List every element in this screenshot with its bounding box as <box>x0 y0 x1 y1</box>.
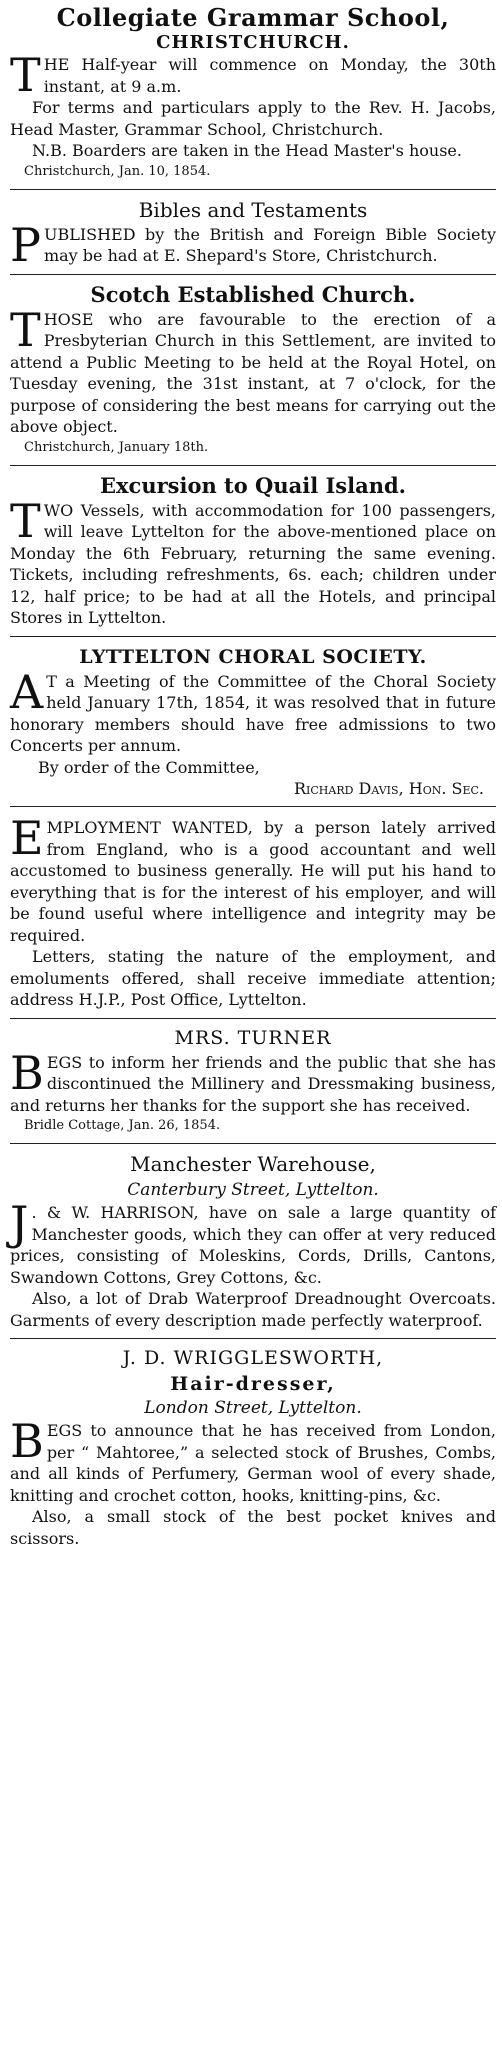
ad-dateline: Christchurch, January 18th. <box>24 439 209 455</box>
ad-address: London Street, Lyttelton. <box>144 1398 362 1418</box>
ad-excursion <box>10 470 496 633</box>
drop-cap: B <box>10 1045 44 1100</box>
ad-choral-society <box>10 641 496 804</box>
ad-address: Canterbury Street, Lyttelton. <box>127 1180 379 1200</box>
ad-body <box>10 811 496 946</box>
divider <box>10 806 496 807</box>
ad-body <box>10 664 496 757</box>
ad-body-text: EGS to inform her friends and the public that she has discontinued the Millinery and Dressmaking business, and returns her thanks for the support she has received. <box>10 1052 496 1115</box>
ad-body-text: . & W. HARRISON, have on sale a large quantity of Manchester goods, which they can offer at very reduced prices, consisting of Moleskins, Cords, Drills, Cantons, Swandown Cottons, Grey Cottons, &c. <box>10 1203 496 1287</box>
ad-body-text: T a Meeting of the Committee of the Choral Society held January 17th, 1854, it was resolved that in future honorary members should have free admissions to two Concerts per annum. <box>10 671 496 755</box>
ad-body-text: UBLISHED by the British and Foreign Bible Society may be had at E. Shepard's Store, Christchurch. <box>43 224 496 265</box>
divider <box>10 636 496 637</box>
ad-title: LYTTELTON CHORAL SOCIETY. <box>79 645 427 668</box>
ad-title: Manchester Warehouse, <box>130 1152 376 1176</box>
ad-body <box>10 493 496 629</box>
ad-body <box>10 217 496 272</box>
ad-title: Collegiate Grammar School, <box>56 3 450 32</box>
ad-employment-wanted <box>10 811 496 1015</box>
ad-subtitle: CHRISTCHURCH. <box>156 32 350 53</box>
drop-cap: T <box>10 493 41 548</box>
ad-scotch-church <box>10 279 496 462</box>
ad-title: MRS. TURNER <box>174 1026 332 1049</box>
ad-body <box>10 1045 496 1117</box>
ad-by-order: By order of the Committee, <box>38 757 260 777</box>
ad-body-text: WO Vessels, with accommodation for 100 passengers, will leave Lyttelton for the above-mentioned place on Monday the 6th February, returning the same evening. Tickets, including refreshments, 6s. each; children under 12, half price; to be had at all the Hotels, and principal Stores in Lyttelton. <box>10 500 496 627</box>
ad-bibles <box>10 194 496 271</box>
ad-body <box>10 1414 496 1506</box>
ad-title: Scotch Established Church. <box>90 281 416 307</box>
drop-cap: A <box>10 664 44 719</box>
divider <box>10 465 496 466</box>
ad-body-text: HOSE who are favourable to the erection of a Presbyterian Church in this Settlement, are invited to attend a Public Meeting to be held at the Royal Hotel, on Tuesday evening, the 31st instant, at 7 o'clock, for the purpose of considering the best means for carrying out the above object. <box>10 309 496 436</box>
ad-body-text: HE Half-year will commence on Monday, the 30th instant, at 9 a.m. <box>43 55 496 96</box>
ad-title: J. D. WRIGGLESWORTH, <box>122 1347 384 1369</box>
ad-grammar-school <box>10 0 496 186</box>
divider <box>10 1143 496 1144</box>
ad-body-text: EGS to announce that he has received from London, per “ Mahtoree,” a selected stock of Brushes, Combs, and all kinds of Perfumery, German wool of every shade, knitting and crochet cotton, hooks, knitting-pins, &c. <box>10 1421 496 1505</box>
ad-dateline: Christchurch, Jan. 10, 1854. <box>24 163 211 179</box>
drop-cap: P <box>10 217 41 272</box>
ad-signature: Richard Davis, Hon. Sec. <box>293 779 484 798</box>
ad-body <box>10 302 496 438</box>
divider <box>10 1018 496 1019</box>
ad-body <box>10 48 496 102</box>
ad-trade: Hair-dresser, <box>170 1373 336 1395</box>
drop-cap: B <box>10 1414 44 1468</box>
ad-paragraph: Letters, stating the nature of the employment, and emoluments offered, shall receive immediate attention; address H.J.P., Post Office, Lyttelton. <box>10 947 496 1009</box>
drop-cap: J <box>10 1196 29 1250</box>
ad-title: Excursion to Quail Island. <box>100 472 406 498</box>
ad-paragraph: Also, a lot of Drab Waterproof Dreadnought Overcoats. Garments of every description made perfectly waterproof. <box>10 1289 496 1330</box>
ad-body-text: MPLOYMENT WANTED, by a person lately arrived from England, who is a good accountant and well accustomed to business generally. He will put his hand to everything that is for the interest of his employer, and will be found useful where intelligence and integrity may be required. <box>10 818 496 945</box>
ad-dateline: Bridle Cottage, Jan. 26, 1854. <box>24 1118 221 1133</box>
ad-wrigglesworth <box>10 1343 496 1553</box>
ad-paragraph: N.B. Boarders are taken in the Head Master's house. <box>32 141 462 160</box>
ad-mrs-turner <box>10 1023 496 1141</box>
divider <box>10 274 496 275</box>
drop-cap: T <box>10 48 41 102</box>
ad-title: Bibles and Testaments <box>138 197 368 222</box>
divider <box>10 189 496 190</box>
ad-body <box>10 1196 496 1288</box>
divider <box>10 1338 496 1339</box>
ad-paragraph: For terms and particulars apply to the Rev. H. Jacobs, Head Master, Grammar School, Christchurch. <box>10 98 496 139</box>
drop-cap: T <box>10 302 41 357</box>
ad-paragraph: Also, a small stock of the best pocket knives and scissors. <box>10 1507 496 1548</box>
drop-cap: E <box>10 811 44 865</box>
ad-manchester-warehouse <box>10 1148 496 1335</box>
